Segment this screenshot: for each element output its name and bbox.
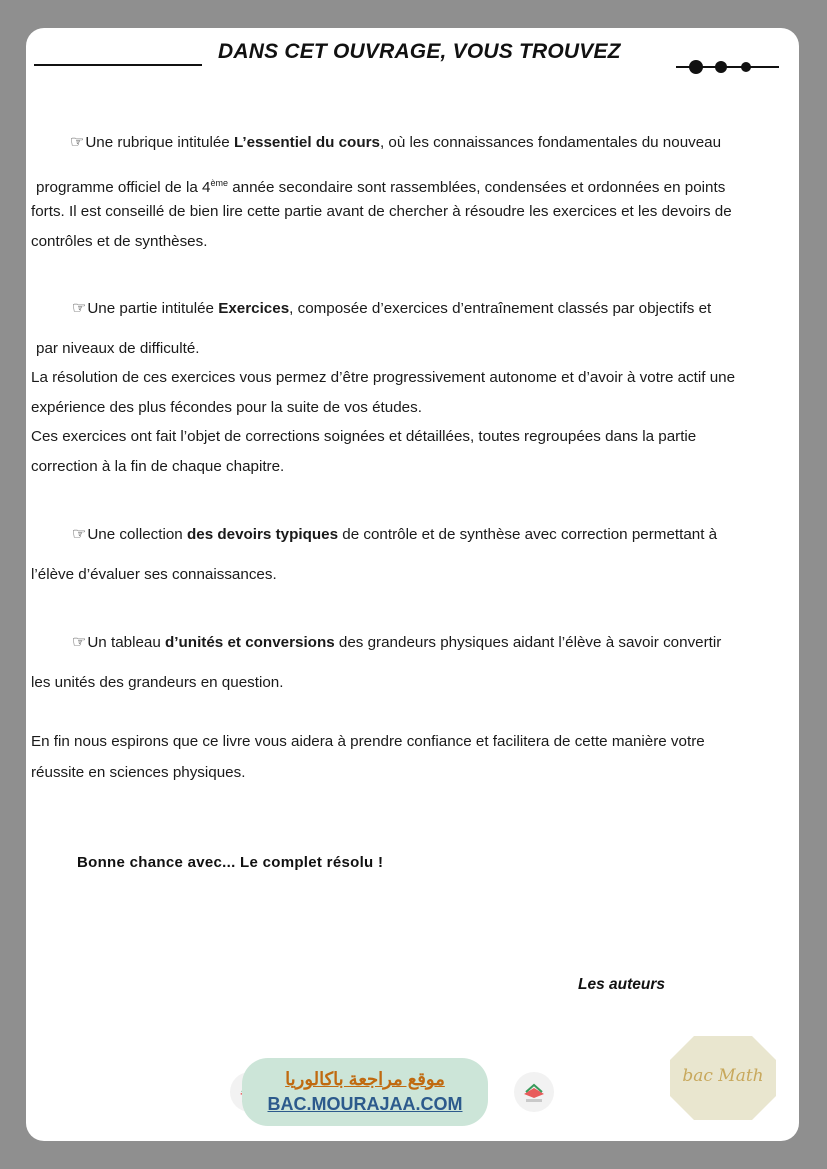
- exercices-line-5: Ces exercices ont fait l’objet de corrections soignées et détaillées, toutes regroupées dans la partie: [31, 428, 697, 445]
- badge-label: bac Math: [682, 1066, 764, 1086]
- pointing-hand-icon: ☞: [70, 134, 85, 151]
- unites-line-1: ☞Un tableau d’unités et conversions des grandeurs physiques aidant l’élève à savoir convertir: [72, 634, 722, 651]
- signature: Les auteurs: [578, 976, 666, 993]
- essentiel-line-1: ☞Une rubrique intitulée L’essentiel du cours, où les connaissances fondamentales du nouveau: [70, 134, 722, 151]
- document-page: [26, 28, 799, 1141]
- essentiel-line-4: contrôles et de synthèses.: [31, 233, 208, 250]
- unites-line-2: les unités des grandeurs en question.: [31, 674, 284, 691]
- exercices-line-1: ☞Une partie intitulée Exercices, composée d’exercices d’entraînement classés par objectifs et: [72, 300, 712, 317]
- exercices-line-6: correction à la fin de chaque chapitre.: [31, 458, 285, 475]
- page-header: [26, 28, 799, 88]
- watermark-banner[interactable]: [242, 1058, 488, 1126]
- arabic-site-label[interactable]: موقع مراجعة باكالوريا: [285, 1069, 445, 1089]
- page-title: DANS CET OUVRAGE, VOUS TROUVEZ: [218, 40, 621, 63]
- essentiel-line-3: forts. Il est conseillé de bien lire cette partie avant de chercher à résoudre les exercices et les devoirs de: [31, 203, 732, 220]
- exercices-line-2: par niveaux de difficulté.: [36, 340, 200, 357]
- devoirs-line-2: l’élève d’évaluer ses connaissances.: [31, 566, 277, 583]
- closing-line: Bonne chance avec... Le complet résolu !: [77, 854, 384, 871]
- devoirs-line-1: ☞Une collection des devoirs typiques de contrôle et de synthèse avec correction permettant à: [72, 526, 718, 543]
- header-dots-ornament: [676, 54, 781, 76]
- exercices-line-3: La résolution de ces exercices vous permez d’être progressivement autonome et d’avoir à votre actif une: [31, 369, 736, 386]
- exercices-line-4: expérience des plus fécondes pour la suite de vos études.: [31, 399, 422, 416]
- site-logo-icon: [514, 1072, 554, 1112]
- header-rule: [34, 64, 202, 66]
- site-url-link[interactable]: BAC.MOURAJAA.COM: [267, 1094, 463, 1114]
- pointing-hand-icon: ☞: [72, 300, 87, 317]
- pointing-hand-icon: ☞: [72, 526, 87, 543]
- pointing-hand-icon: ☞: [72, 634, 87, 651]
- essentiel-line-2: programme officiel de la 4ème année secondaire sont rassemblées, condensées et ordonnées en points: [36, 178, 726, 197]
- conclusion-line-1: En fin nous espirons que ce livre vous aidera à prendre confiance et facilitera de cette manière votre: [31, 733, 705, 750]
- conclusion-line-2: réussite en sciences physiques.: [31, 764, 246, 781]
